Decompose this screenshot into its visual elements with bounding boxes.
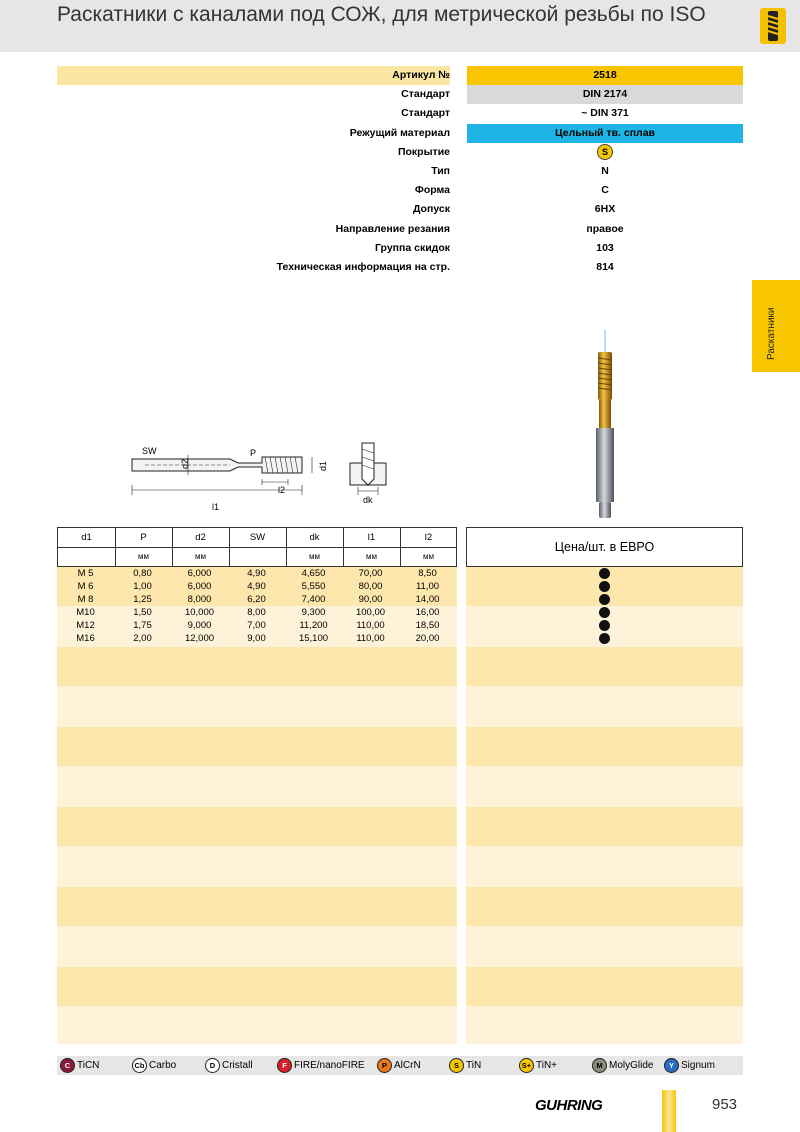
legend-item xyxy=(664,1058,715,1073)
spec-value: 814 xyxy=(596,261,614,273)
spec-row xyxy=(57,66,743,85)
table-cell: 12,000 xyxy=(184,633,215,644)
table-cell: M16 xyxy=(76,633,95,644)
legend-item xyxy=(277,1058,365,1073)
side-category-tab[interactable] xyxy=(752,280,800,372)
table-band xyxy=(57,846,457,887)
spec-row xyxy=(57,124,743,143)
legend-item xyxy=(132,1058,176,1073)
table-cell: M 8 xyxy=(77,594,94,605)
coating-tin-icon: S xyxy=(449,1058,464,1073)
coating-alcrn-icon: P xyxy=(377,1058,392,1073)
table-row[interactable] xyxy=(57,619,457,632)
table-cell: 70,00 xyxy=(358,568,383,579)
table-band xyxy=(57,1006,457,1044)
brand-bar xyxy=(662,1090,676,1132)
column-header-l2: l2 xyxy=(424,532,433,543)
spec-row xyxy=(57,104,743,123)
coating-s-icon: S xyxy=(597,144,613,160)
table-row[interactable] xyxy=(57,593,457,606)
legend-item xyxy=(449,1058,481,1073)
price-band xyxy=(466,887,743,926)
availability-dot-icon[interactable] xyxy=(599,594,610,605)
table-band xyxy=(57,647,457,686)
price-band xyxy=(466,1006,743,1044)
table-cell: 6,000 xyxy=(187,581,212,592)
spec-value: DIN 2174 xyxy=(467,85,743,104)
drawing-label-d1: d1 xyxy=(318,460,328,471)
table-cell: 110,00 xyxy=(356,620,385,631)
column-header-dk: dk xyxy=(309,532,320,543)
table-cell: 9,000 xyxy=(187,620,212,631)
column-unit xyxy=(58,547,115,566)
coating-legend xyxy=(57,1056,743,1075)
table-cell: 4,90 xyxy=(247,568,266,579)
legend-label: TiN+ xyxy=(536,1060,558,1072)
column-header-P: P xyxy=(140,532,147,543)
availability-dot-icon[interactable] xyxy=(599,633,610,644)
table-cell: 4,650 xyxy=(301,568,326,579)
spec-label: Форма xyxy=(414,184,450,197)
spec-row xyxy=(57,143,743,162)
spec-row xyxy=(57,85,743,104)
spec-value: правое xyxy=(586,222,624,235)
table-cell: 80,00 xyxy=(358,581,383,592)
spec-row xyxy=(57,239,743,258)
legend-label: Cristall xyxy=(222,1060,253,1072)
legend-item xyxy=(592,1058,653,1073)
drawing-label-d2: d2 xyxy=(180,458,190,469)
legend-label: TiN xyxy=(466,1060,482,1072)
spec-label: Техническая информация на стр. xyxy=(276,261,450,273)
page-number: 953 xyxy=(712,1096,738,1113)
table-cell: 9,00 xyxy=(247,633,266,644)
legend-item xyxy=(205,1058,253,1073)
side-tab-label: Раскатники xyxy=(766,307,777,360)
table-row[interactable] xyxy=(57,567,457,580)
table-cell: M 5 xyxy=(77,568,94,579)
price-band xyxy=(466,926,743,967)
table-cell: 18,50 xyxy=(415,620,440,631)
coating-cristall-icon: D xyxy=(205,1058,220,1073)
column-header-d2: d2 xyxy=(195,532,206,543)
column-unit: мм xyxy=(423,552,434,561)
spec-value xyxy=(467,143,743,162)
table-cell: 15,100 xyxy=(298,633,329,644)
column-unit xyxy=(229,547,286,566)
brand-logo: GUHRING xyxy=(535,1097,603,1114)
price-band xyxy=(466,967,743,1006)
price-band xyxy=(466,686,743,727)
table-cell: 7,00 xyxy=(247,620,266,631)
legend-label: FIRE/nanoFIRE xyxy=(294,1060,365,1072)
page-title: Раскатники с каналами под СОЖ, для метрической резьбы по ISO xyxy=(57,3,706,26)
table-band xyxy=(57,807,457,846)
availability-dot-icon[interactable] xyxy=(599,581,610,592)
availability-dot-icon[interactable] xyxy=(599,568,610,579)
drawing-label-l1: l1 xyxy=(212,502,220,512)
table-cell: 90,00 xyxy=(358,594,383,605)
tool-image xyxy=(580,330,630,520)
column-unit: мм xyxy=(138,552,149,561)
spec-label: Направление резания xyxy=(335,222,450,235)
table-band xyxy=(57,887,457,926)
legend-item xyxy=(377,1058,421,1073)
spec-value: 2518 xyxy=(467,66,743,85)
spec-label: Стандарт xyxy=(401,107,450,120)
spec-label: Режущий материал xyxy=(349,126,450,139)
table-cell: M 6 xyxy=(77,581,94,592)
header-divider xyxy=(58,547,456,548)
table-cell: 8,50 xyxy=(418,568,437,579)
table-band xyxy=(57,727,457,766)
spec-label: Покрытие xyxy=(397,145,450,158)
price-band xyxy=(466,727,743,766)
coating-tin--icon: S+ xyxy=(519,1058,534,1073)
spec-value: 103 xyxy=(596,241,614,254)
tool-drawing xyxy=(120,435,420,520)
table-cell: 9,300 xyxy=(301,607,326,618)
column-header-l1: l1 xyxy=(367,532,376,543)
price-band xyxy=(466,846,743,887)
legend-label: TiCN xyxy=(77,1060,100,1072)
spec-row xyxy=(57,258,743,277)
table-cell: 5,550 xyxy=(301,581,326,592)
legend-label: Carbo xyxy=(149,1060,177,1072)
spec-label: Стандарт xyxy=(401,88,450,101)
table-row[interactable] xyxy=(57,580,457,593)
table-band xyxy=(57,967,457,1006)
table-cell: 8,000 xyxy=(187,594,212,605)
table-cell: 1,25 xyxy=(133,594,152,605)
legend-label: AlCrN xyxy=(394,1060,421,1072)
data-table-header xyxy=(57,527,457,567)
column-unit: мм xyxy=(366,552,377,561)
table-cell: 6,20 xyxy=(247,594,266,605)
table-cell: 20,00 xyxy=(415,633,440,644)
table-cell: 110,00 xyxy=(356,633,385,644)
legend-item xyxy=(519,1058,557,1073)
coating-fire-nanofire-icon: F xyxy=(277,1058,292,1073)
drawing-label-sw: SW xyxy=(142,446,157,456)
price-header: Цена/шт. в ЕВРО xyxy=(466,527,743,567)
column-unit: мм xyxy=(309,552,320,561)
spec-value: 6HX xyxy=(594,203,616,216)
table-cell: 11,200 xyxy=(299,620,328,631)
legend-label: Signum xyxy=(681,1060,715,1072)
spec-value: C xyxy=(601,184,609,197)
legend-item xyxy=(60,1058,99,1073)
table-cell: 11,00 xyxy=(415,581,440,592)
table-cell: 1,50 xyxy=(133,607,152,618)
table-cell: M12 xyxy=(76,620,95,631)
spec-label: Артикул № xyxy=(57,66,450,85)
coating-molyglide-icon: M xyxy=(592,1058,607,1073)
drawing-label-dk: dk xyxy=(363,495,373,505)
price-band xyxy=(466,647,743,686)
column-header-d1: d1 xyxy=(81,532,92,543)
spec-label: Группа скидок xyxy=(375,241,450,254)
tap-icon xyxy=(760,8,786,44)
drawing-label-p: P xyxy=(250,448,257,458)
column-header-SW: SW xyxy=(249,532,266,543)
table-row[interactable] xyxy=(57,632,457,645)
table-cell: 14,00 xyxy=(415,594,440,605)
table-cell: M10 xyxy=(76,607,95,618)
spec-label: Тип xyxy=(431,165,450,177)
availability-dot-icon[interactable] xyxy=(599,607,610,618)
table-cell: 7,400 xyxy=(301,594,326,605)
spec-value: N xyxy=(601,165,609,177)
column-unit: мм xyxy=(195,552,206,561)
spec-row xyxy=(57,162,743,181)
spec-row xyxy=(57,200,743,219)
coating-ticn-icon: C xyxy=(60,1058,75,1073)
spec-row xyxy=(57,181,743,200)
table-band xyxy=(57,766,457,807)
legend-label: MolyGlide xyxy=(609,1060,654,1072)
coating-carbo-icon: Cb xyxy=(132,1058,147,1073)
spec-value: ~ DIN 371 xyxy=(581,107,629,120)
table-cell: 4,90 xyxy=(247,581,266,592)
drawing-label-l2: l2 xyxy=(278,485,286,495)
table-cell: 8,00 xyxy=(247,607,266,618)
table-cell: 10,000 xyxy=(184,607,215,618)
spec-row xyxy=(57,220,743,239)
table-cell: 0,80 xyxy=(133,568,152,579)
table-cell: 2,00 xyxy=(133,633,152,644)
table-cell: 100,00 xyxy=(355,607,386,618)
table-cell: 1,75 xyxy=(133,620,152,631)
availability-dot-icon[interactable] xyxy=(599,620,610,631)
spec-value: Цельный тв. сплав xyxy=(467,124,743,143)
price-band xyxy=(466,807,743,846)
coating-signum-icon: Y xyxy=(664,1058,679,1073)
table-band xyxy=(57,926,457,967)
table-cell: 1,00 xyxy=(133,581,152,592)
table-row[interactable] xyxy=(57,606,457,619)
price-band xyxy=(466,766,743,807)
table-band xyxy=(57,686,457,727)
table-cell: 6,000 xyxy=(187,568,212,579)
spec-label: Допуск xyxy=(412,203,450,216)
table-cell: 16,00 xyxy=(415,607,440,618)
